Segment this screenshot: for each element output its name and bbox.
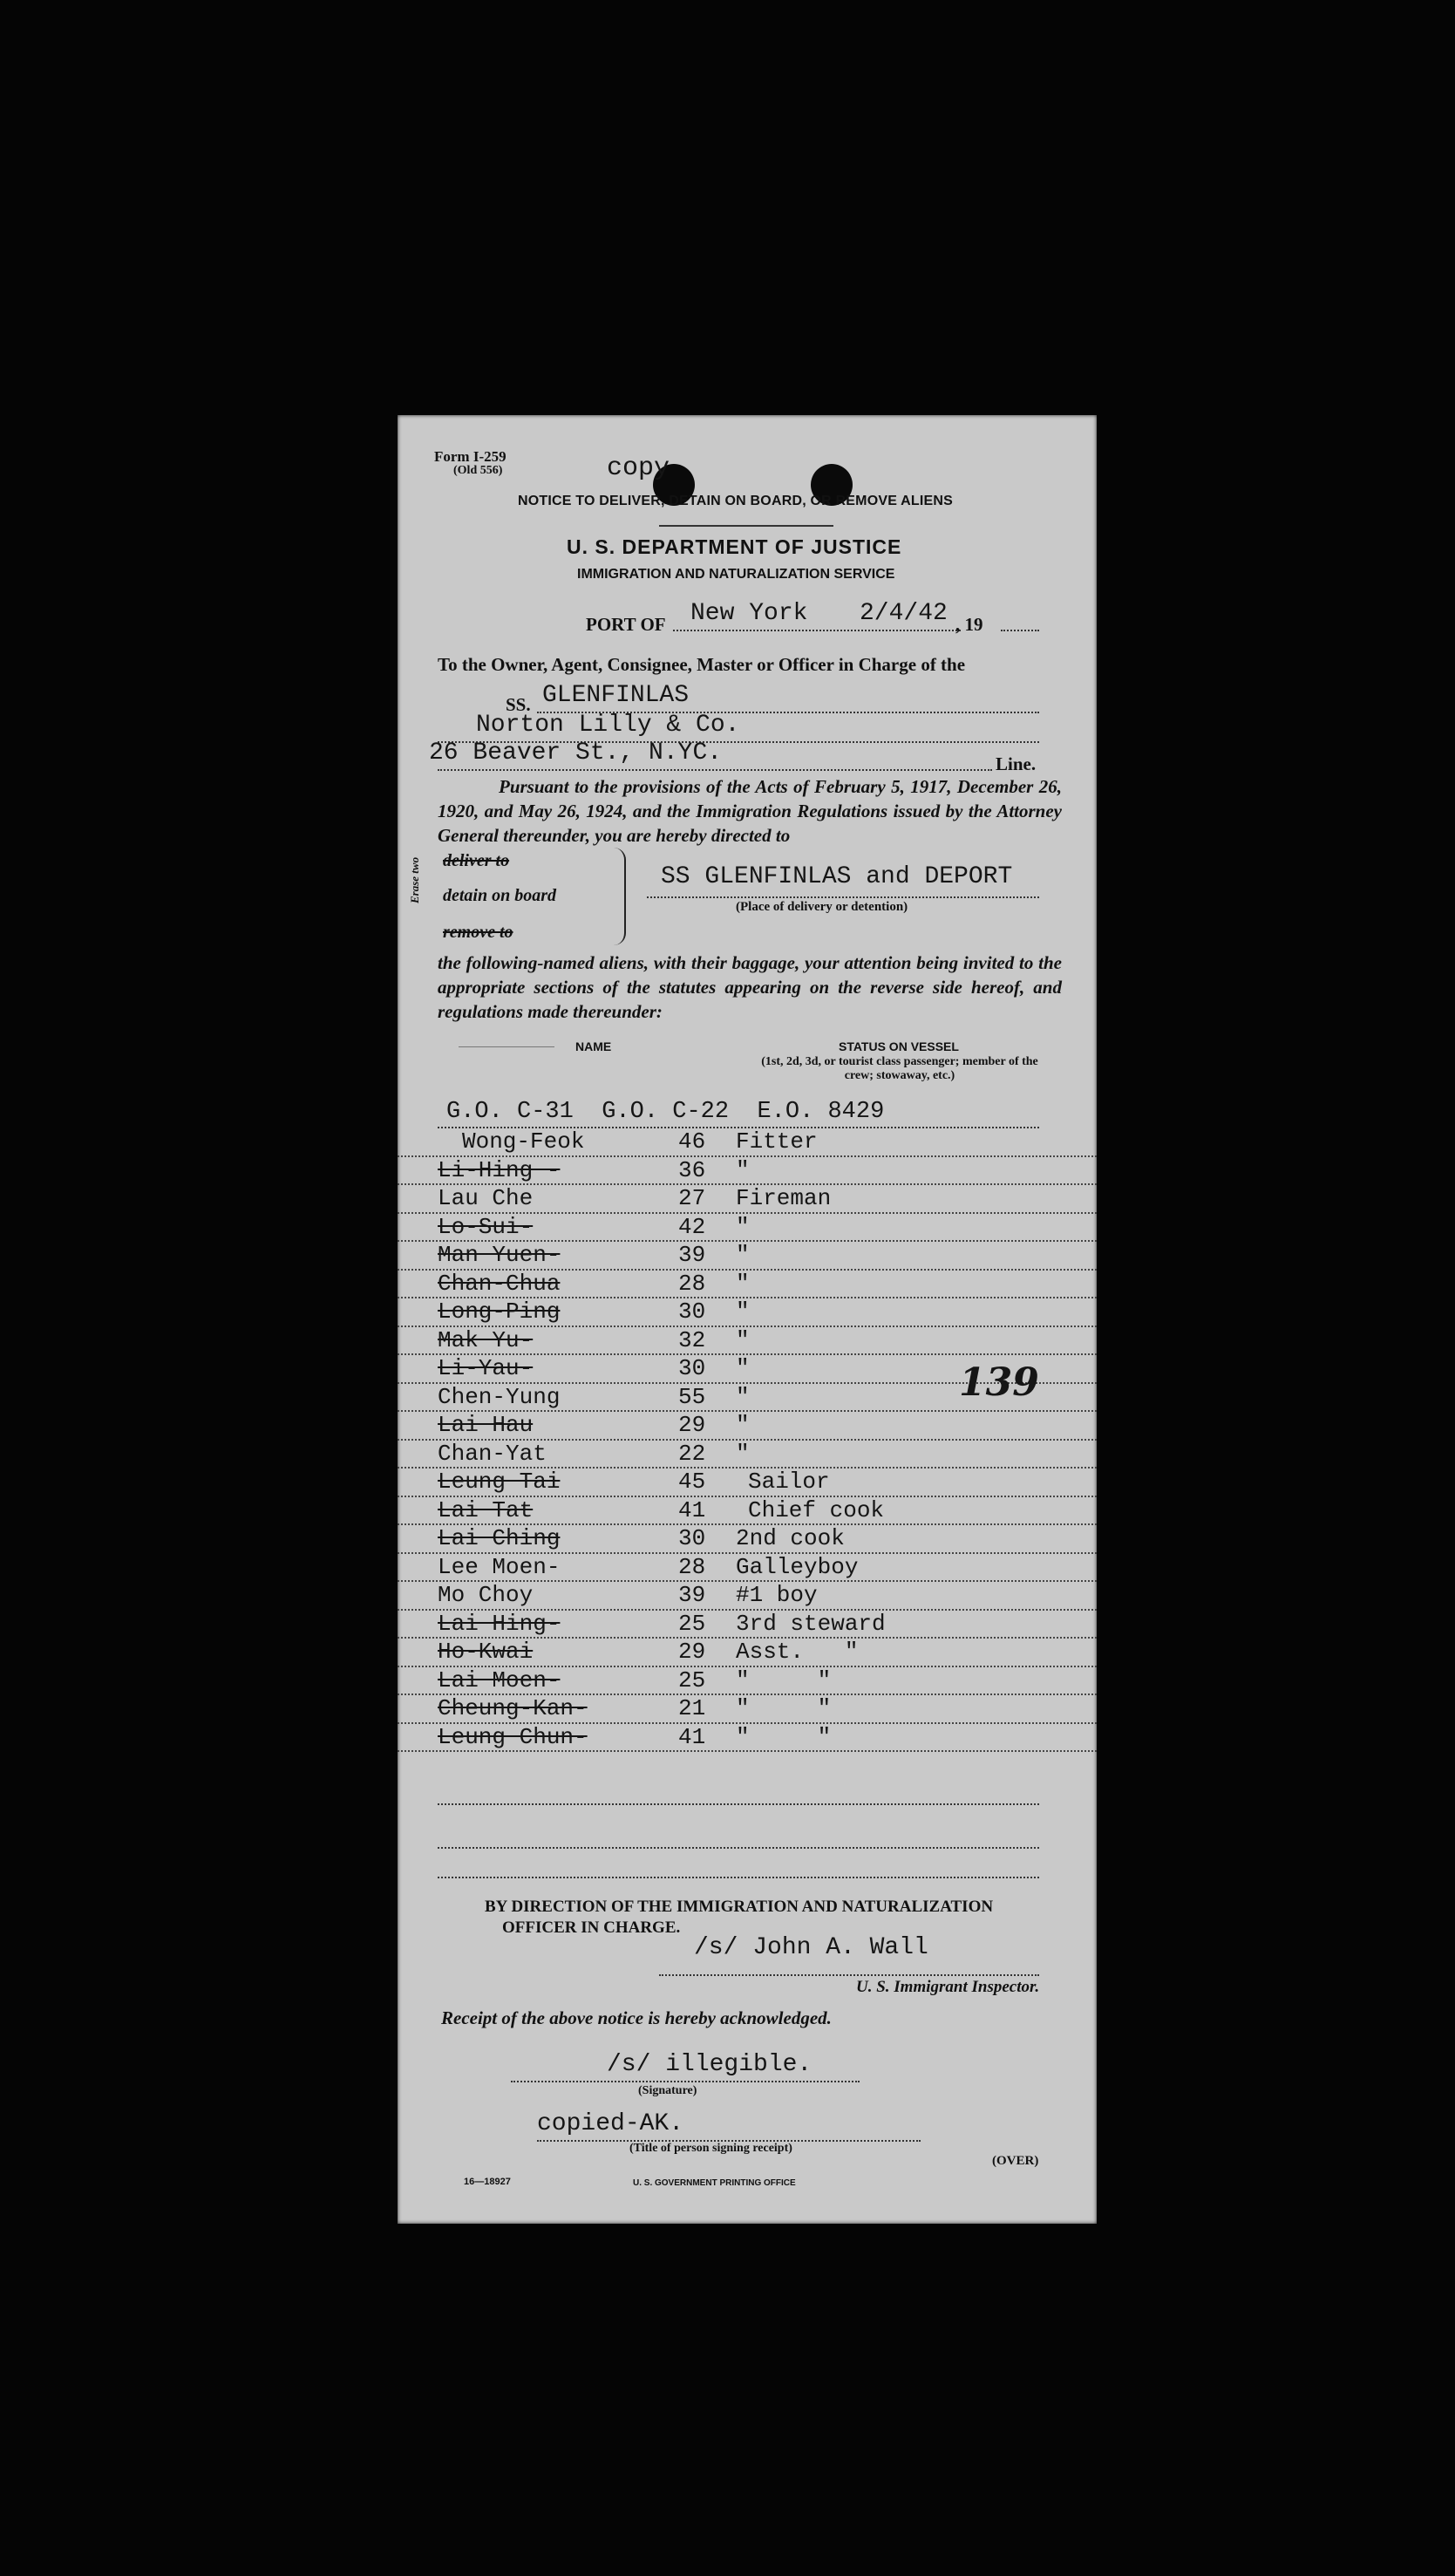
erase-two-label: Erase two — [408, 856, 421, 903]
alien-age: 39 — [678, 1242, 706, 1268]
title-rule — [659, 525, 833, 527]
alien-age: 45 — [678, 1469, 706, 1495]
alien-name: Leung Chun- — [438, 1723, 588, 1750]
alien-row — [398, 1127, 1097, 1157]
alien-age: 25 — [678, 1666, 706, 1693]
alien-name: Wong-Feok — [462, 1128, 585, 1155]
alien-age: 29 — [678, 1412, 706, 1438]
service-heading: IMMIGRATION AND NATURALIZATION SERVICE — [577, 567, 895, 582]
status-column-header: STATUS ON VESSEL — [839, 1039, 959, 1053]
footer-printer: U. S. GOVERNMENT PRINTING OFFICE — [633, 2178, 796, 2188]
immigration-form-document — [398, 415, 1097, 2224]
place-of-delivery-value: SS GLENFINLAS and DEPORT — [661, 863, 1013, 890]
alien-name: Chen-Yung — [438, 1383, 561, 1410]
alien-status: " — [736, 1270, 750, 1297]
alien-age: 32 — [678, 1326, 706, 1353]
port-value: New York — [690, 600, 808, 627]
alien-name: Lai Moen- — [438, 1666, 561, 1693]
place-line — [647, 896, 1039, 898]
alien-name: Lai Hau — [438, 1412, 534, 1438]
signature-caption: (Signature) — [638, 2084, 697, 2097]
title-caption: (Title of person signing receipt) — [629, 2142, 792, 2155]
form-number: Form I-259 — [434, 448, 507, 465]
alien-status: " — [736, 1355, 750, 1381]
alien-row — [398, 1523, 1097, 1554]
blank-line-1 — [438, 1803, 1039, 1805]
old-form-number: (Old 556) — [453, 464, 503, 477]
agent-line-1: Norton Lilly & Co. — [476, 712, 740, 739]
inspector-signature: /s/ John A. Wall — [694, 1934, 928, 1961]
alien-name: Lai Tat — [438, 1496, 534, 1523]
stamp-number: 139 — [959, 1360, 1039, 1405]
alien-name: Lai Hing- — [438, 1610, 561, 1637]
alien-row — [398, 1183, 1097, 1214]
direction-line-2: OFFICER IN CHARGE. — [502, 1918, 681, 1937]
alien-name: Li-Hing - — [438, 1156, 561, 1183]
alien-age: 27 — [678, 1185, 706, 1211]
alien-row — [398, 1240, 1097, 1271]
alien-row — [398, 1325, 1097, 1356]
alien-status: Fireman — [736, 1185, 832, 1211]
alien-status: #1 boy — [736, 1582, 818, 1608]
alien-age: 21 — [678, 1695, 706, 1721]
direction-line-1: BY DIRECTION OF THE IMMIGRATION AND NATURALIZATION — [485, 1898, 994, 1916]
alien-status: " — [736, 1298, 750, 1325]
alien-age: 30 — [678, 1525, 706, 1551]
header-rule — [459, 1046, 554, 1047]
place-caption: (Place of delivery or detention) — [736, 900, 908, 914]
ship-name: GLENFINLAS — [542, 682, 690, 709]
alien-age: 55 — [678, 1383, 706, 1410]
alien-status: " — [736, 1412, 750, 1438]
alien-name: Lau Che — [438, 1185, 534, 1211]
alien-status: Sailor — [748, 1469, 830, 1495]
blank-line-3 — [438, 1877, 1039, 1878]
signature-line — [511, 2081, 860, 2082]
alien-row — [398, 1609, 1097, 1639]
alien-status: " — [736, 1156, 750, 1183]
alien-age: 28 — [678, 1553, 706, 1580]
alien-age: 36 — [678, 1156, 706, 1183]
alien-name: Chan-Chua — [438, 1270, 561, 1297]
status-column-subheader: (1st, 2d, 3d, or tourist class passenger; member of the crew; stowaway, etc.) — [761, 1055, 1038, 1082]
option-remove-to: remove to — [443, 923, 513, 942]
alien-age: 25 — [678, 1610, 706, 1637]
alien-name: Lee Moen- — [438, 1553, 561, 1580]
following-paragraph: the following-named aliens, with their baggage, your attention being invited to the appropriate sections of the statutes appearing on the reverse side hereof, and regulations made thereunder: — [438, 952, 1062, 1022]
ss-label: SS. — [506, 694, 531, 715]
alien-age: 39 — [678, 1582, 706, 1608]
alien-name: Chan-Yat — [438, 1440, 547, 1467]
alien-status: Galleyboy — [736, 1553, 859, 1580]
alien-row — [398, 1666, 1097, 1696]
year-label: , 19 — [955, 614, 983, 635]
alien-status: " — [736, 1440, 750, 1467]
receipt-signature: /s/ illegible. — [607, 2051, 812, 2078]
alien-status: " — [736, 1213, 750, 1240]
alien-status: " " — [736, 1723, 832, 1750]
alien-name: Ho-Kwai — [438, 1639, 534, 1665]
alien-name: Mak Yu- — [438, 1326, 534, 1353]
alien-age: 30 — [678, 1355, 706, 1381]
receipt-title-value: copied-AK. — [537, 2110, 684, 2137]
alien-row — [398, 1269, 1097, 1299]
alien-age: 29 — [678, 1639, 706, 1665]
option-detain-on-board: detain on board — [443, 886, 557, 905]
alien-status: " " — [736, 1695, 832, 1721]
port-line — [673, 630, 961, 631]
alien-age: 22 — [678, 1440, 706, 1467]
footer-over: (OVER) — [992, 2154, 1039, 2168]
alien-status: Chief cook — [748, 1496, 885, 1523]
department-heading: U. S. DEPARTMENT OF JUSTICE — [567, 535, 902, 558]
agent-line-2: 26 Beaver St., N.YC. — [429, 739, 723, 767]
alien-status: Fitter — [736, 1128, 818, 1155]
orders-line: G.O. C-31 G.O. C-22 E.O. 8429 — [446, 1099, 885, 1125]
blank-line-2 — [438, 1847, 1039, 1849]
alien-status: " — [736, 1326, 750, 1353]
alien-row — [398, 1552, 1097, 1583]
inspector-line — [659, 1974, 1039, 1976]
alien-age: 46 — [678, 1128, 706, 1155]
alien-row — [398, 1722, 1097, 1753]
alien-status: Asst. " — [736, 1639, 859, 1665]
alien-status: " " — [736, 1666, 832, 1693]
alien-name: Lai Ching — [438, 1525, 561, 1551]
agent-line-2-rule — [438, 769, 992, 771]
alien-age: 41 — [678, 1496, 706, 1523]
name-column-header: NAME — [575, 1039, 612, 1053]
alien-name: Long-Ping — [438, 1298, 561, 1325]
port-label: PORT OF — [586, 614, 666, 635]
alien-name: Leung Tai — [438, 1469, 561, 1495]
alien-row — [398, 1693, 1097, 1724]
receipt-acknowledgement: Receipt of the above notice is hereby acknowledged. — [441, 2007, 832, 2028]
alien-row — [398, 1297, 1097, 1327]
alien-age: 30 — [678, 1298, 706, 1325]
alien-name: Mo Choy — [438, 1582, 534, 1608]
alien-name: Lo-Sui- — [438, 1213, 534, 1240]
alien-status: 3rd steward — [736, 1610, 886, 1637]
alien-row — [398, 1410, 1097, 1441]
notice-title: NOTICE TO DELIVER, DETAIN ON BOARD, OR REMOVE ALIENS — [518, 494, 954, 508]
alien-age: 28 — [678, 1270, 706, 1297]
option-deliver-to: deliver to — [443, 851, 510, 870]
copy-stamp: copy — [607, 453, 670, 483]
year-line — [1001, 630, 1039, 631]
alien-status: 2nd cook — [736, 1525, 845, 1551]
options-brace — [612, 848, 626, 945]
alien-name: Cheung-Kan- — [438, 1695, 588, 1721]
date-value: 2/4/42 — [860, 600, 948, 627]
alien-age: 41 — [678, 1723, 706, 1750]
pursuant-paragraph: Pursuant to the provisions of the Acts of February 5, 1917, December 26, 1920, and May 26, 1924, and the Immigration Regulations issued by the Attorney General thereunder, you are hereby directed to — [438, 776, 1062, 846]
inspector-title: U. S. Immigrant Inspector. — [856, 1978, 1040, 1996]
alien-name: Li-Yau- — [438, 1355, 534, 1381]
alien-row — [398, 1580, 1097, 1611]
alien-age: 42 — [678, 1213, 706, 1240]
alien-row — [398, 1439, 1097, 1469]
footer-code: 16—18927 — [464, 2177, 511, 2187]
alien-row — [398, 1637, 1097, 1667]
alien-row — [398, 1155, 1097, 1186]
alien-name: Man Yuen- — [438, 1242, 561, 1268]
alien-row — [398, 1212, 1097, 1243]
alien-row — [398, 1467, 1097, 1497]
alien-row — [398, 1496, 1097, 1526]
alien-status: " — [736, 1383, 750, 1410]
line-label: Line. — [996, 753, 1037, 774]
alien-status: " — [736, 1242, 750, 1268]
to-owner-text: To the Owner, Agent, Consignee, Master or Officer in Charge of the — [438, 654, 966, 675]
